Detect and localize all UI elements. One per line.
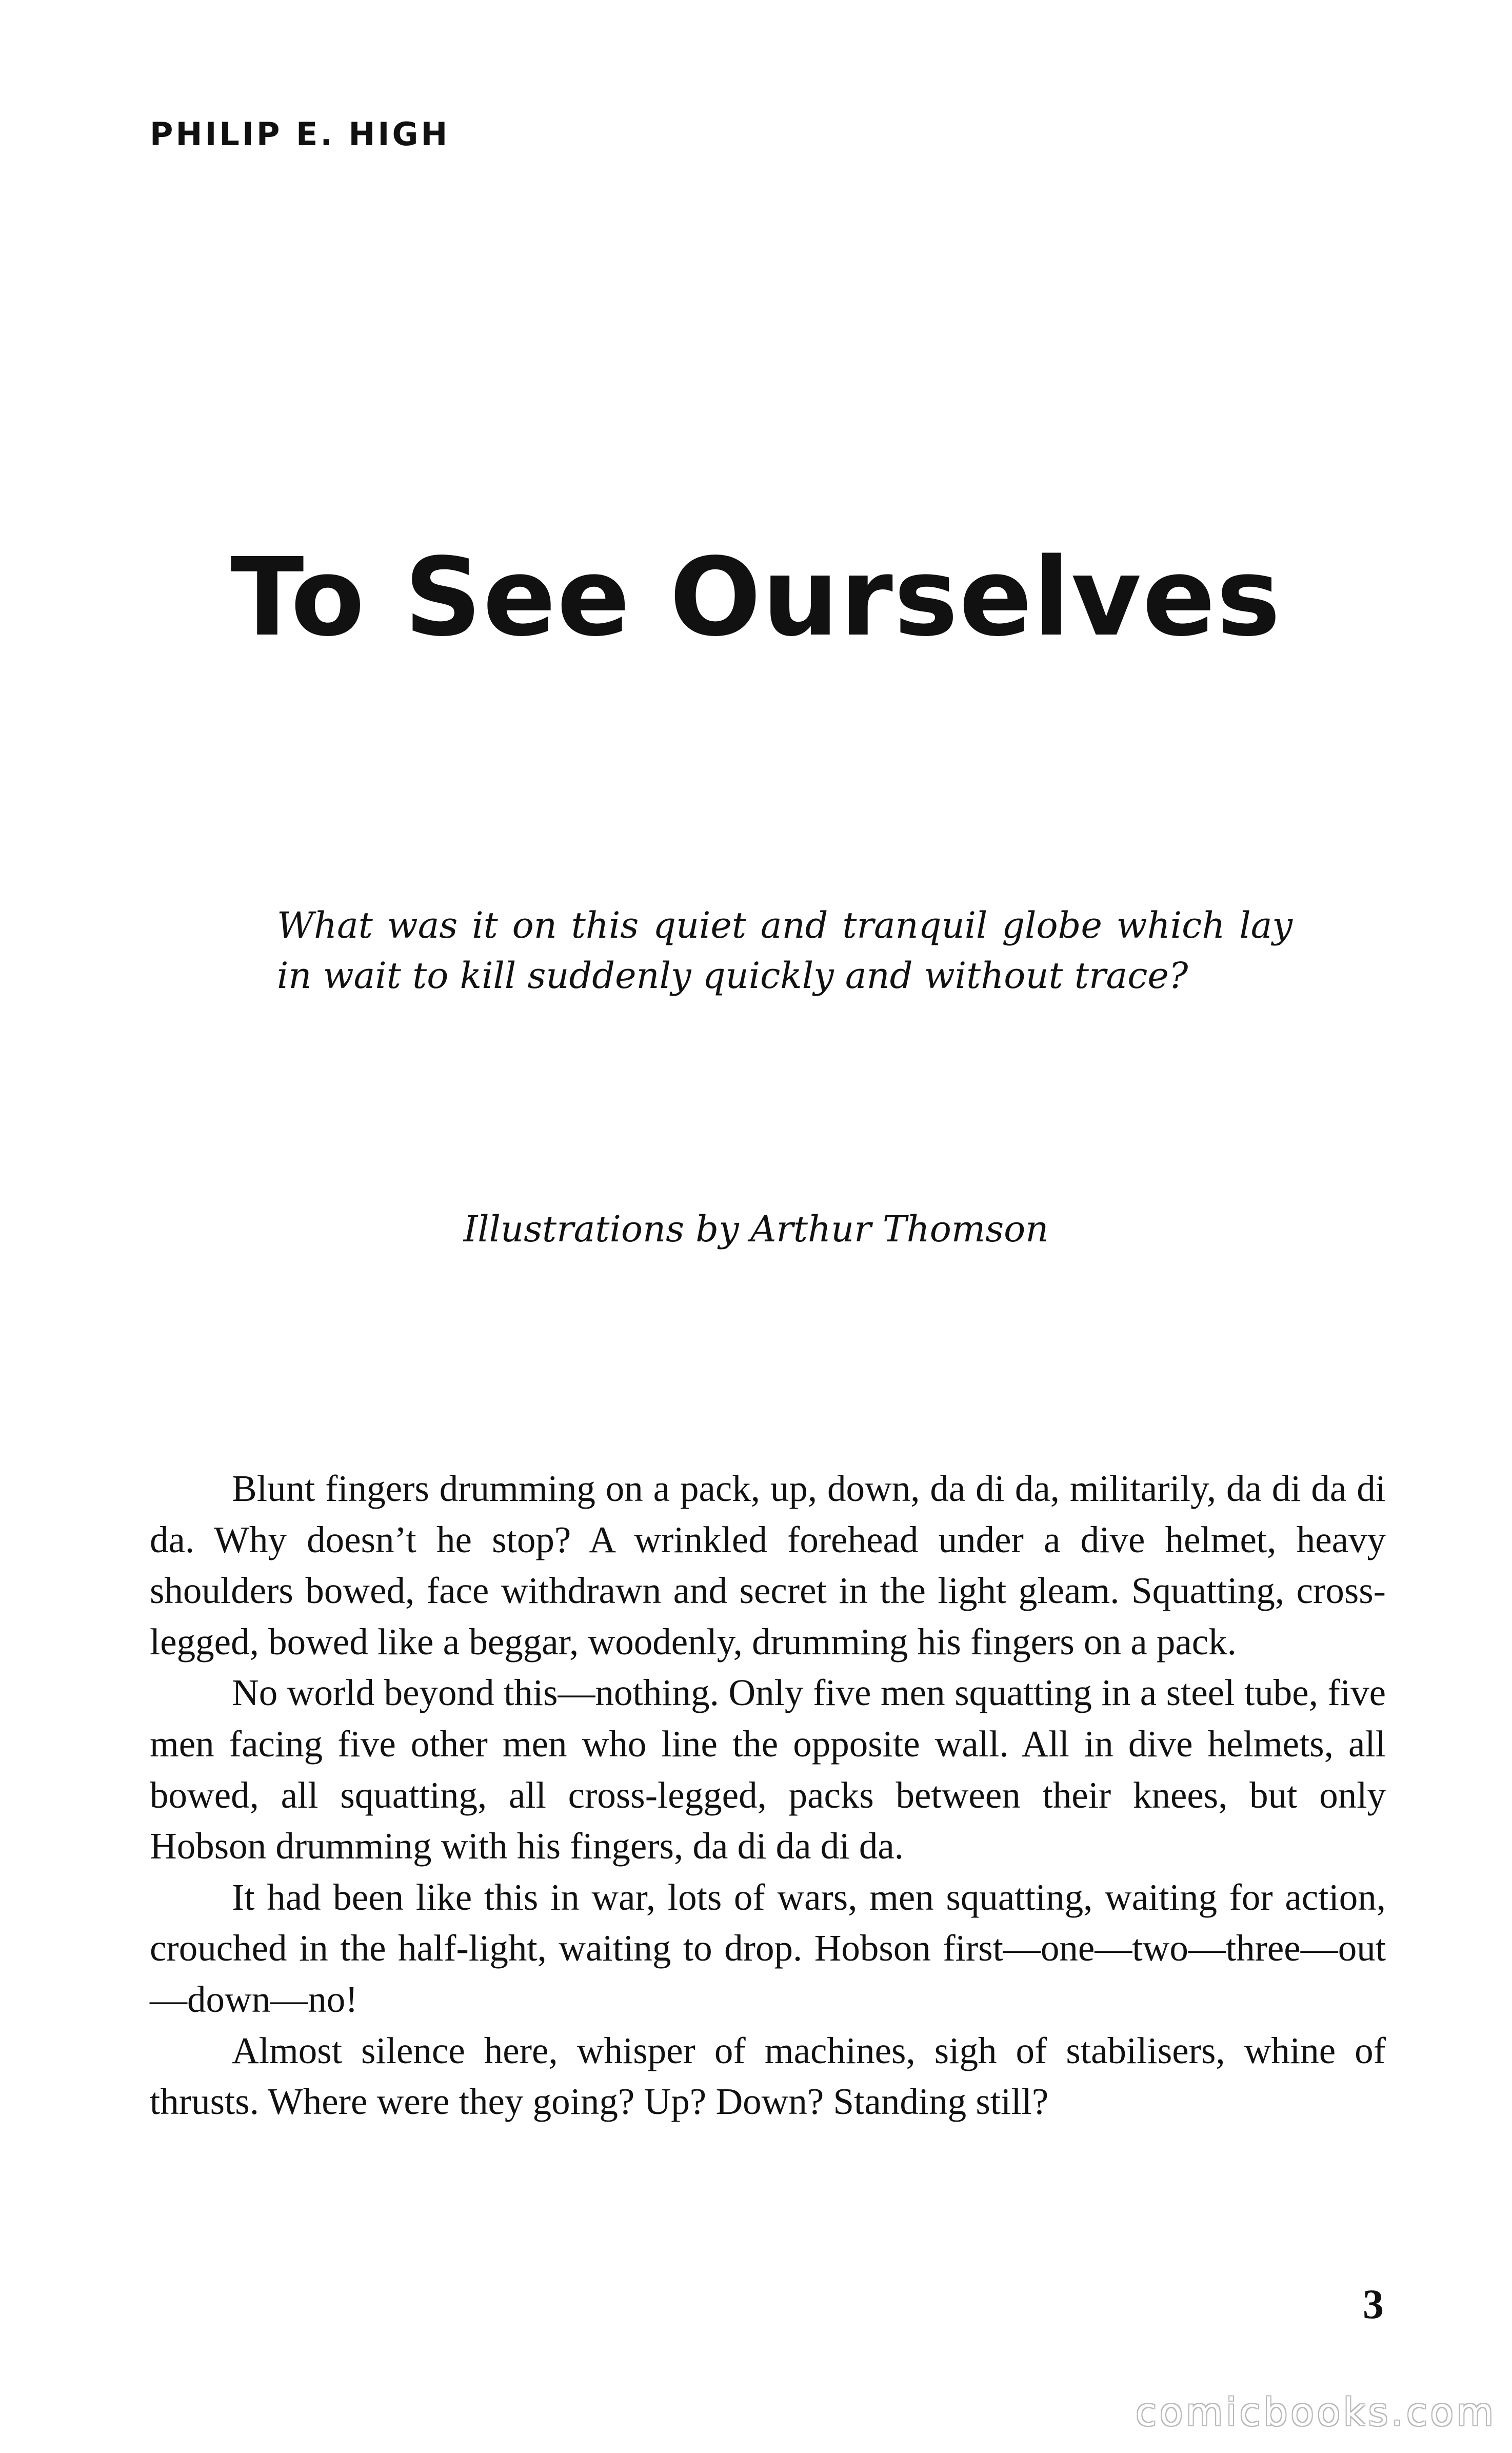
illustrations-credit: Illustrations by Arthur Thomson [463, 1208, 1049, 1250]
author-name: PHILIP E. HIGH [150, 115, 450, 153]
page-number: 3 [1363, 2281, 1384, 2327]
paragraph: Blunt fingers drumming on a pack, up, down, da di da, militarily, da di da di da. Why doesn’t he stop? A wrinkled forehead under a dive helmet, heavy shoulders bowed, face withdrawn and secret in the light gleam. Squatting, cross-legged, bowed like a beggar, woodenly, drumming his fingers on a pack. [150, 1468, 1386, 1663]
story-title: To See Ourselves [230, 535, 1282, 660]
paragraph: It had been like this in war, lots of wars, men squatting, waiting for action, crouched in the half-light, waiting to drop. Hobson first—one—two—three—out—down—no! [150, 1876, 1386, 2020]
story-body [150, 1463, 1386, 2127]
story-teaser: What was it on this quiet and tranquil globe which lay in wait to kill suddenly quickly and without trace? [277, 904, 1292, 997]
paragraph: No world beyond this—nothing. Only five men squatting in a steel tube, five men facing five other men who line the opposite wall. All in dive helmets, all bowed, all squatting, all cross-legged, packs between their knees, but only Hobson drumming with his fingers, da di da di da. [150, 1672, 1386, 1867]
watermark: comicbooks.com [1136, 2390, 1497, 2435]
paragraph: Almost silence here, whisper of machines, sigh of stabilisers, whine of thrusts. Where were they going? Up? Down? Standing still? [150, 2029, 1386, 2123]
